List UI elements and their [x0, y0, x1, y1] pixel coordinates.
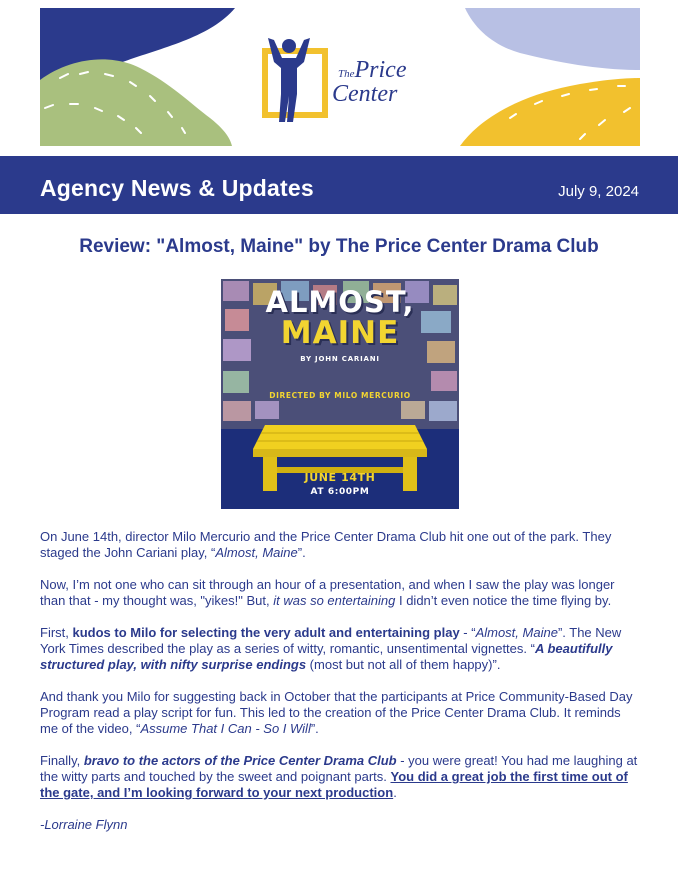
text-span: - you were great! You had me laughing at the witty parts and touched by the sweet and poignant parts. — [40, 753, 638, 784]
text-span: ”. The New York Times described the play as a series of witty, romantic, unsentimental vignettes. “ — [40, 625, 622, 656]
text-span: ”. — [297, 545, 306, 560]
bold-italic-phrase: bravo to the actors of the Price Center Drama Club — [83, 753, 397, 768]
closing-link[interactable]: You did a great job the first time out of the gate, and I’m looking forward to your next production — [40, 769, 628, 800]
bold-phrase: kudos to Milo for selecting the very adult and entertaining play — [72, 625, 460, 640]
poster-title-line1: ALMOST, — [265, 285, 415, 319]
text-span: ”. — [310, 721, 319, 736]
poster-byline: BY JOHN CARIANI — [300, 355, 380, 363]
poster-date: JUNE 14TH — [304, 471, 376, 484]
logo-center: Center — [332, 81, 398, 107]
newsletter-title: Agency News & Updates — [40, 175, 314, 201]
text-span: Now, I’m not one who can sit through an hour of a presentation, and when I saw the play was longer than that - my thought was, "yikes!" But, — [40, 577, 615, 608]
poster-title-line2: MAINE — [280, 315, 400, 351]
poster-director: DIRECTED BY MILO MERCURIO — [269, 391, 411, 400]
article-title: Review: "Almost, Maine" by The Price Center Drama Club — [79, 236, 599, 257]
text-span: (most but not all of them happy)”. — [306, 657, 501, 672]
play-title-italic: Almost, Maine — [475, 625, 558, 640]
play-title-italic: Almost, Maine — [215, 545, 298, 560]
article-body — [40, 529, 640, 849]
text-span: - “ — [459, 625, 476, 640]
text-span: I didn’t even notice the time flying by. — [395, 593, 612, 608]
header-banner — [40, 8, 640, 146]
newsletter-title-bar — [0, 156, 678, 214]
paragraph-5 — [40, 753, 640, 801]
video-title-italic: Assume That I Can - So I Will — [140, 721, 311, 736]
text-span: Finally, — [40, 753, 84, 768]
signature: -Lorraine Flynn — [40, 817, 128, 832]
paragraph-2 — [40, 577, 640, 609]
poster-time: AT 6:00PM — [310, 487, 370, 497]
play-poster-image — [221, 279, 459, 509]
text-span: And thank you Milo for suggesting back in October that the participants at Price Community-Based Day Program read a play script for fun. This led to the creation of the Price Center Drama Club. It reminds me of the video, “ — [40, 689, 633, 736]
paragraph-3 — [40, 625, 640, 673]
logo-price: Price — [354, 57, 407, 83]
price-center-logo — [262, 36, 442, 124]
italic-phrase: it was so entertaining — [273, 593, 396, 608]
logo-the: The — [338, 68, 355, 80]
text-span: First, — [40, 625, 73, 640]
logo-wordmark — [332, 57, 407, 107]
person-arms-up-icon — [262, 36, 316, 124]
paragraph-4 — [40, 689, 640, 737]
text-span: On June 14th, director Milo Mercurio and the Price Center Drama Club hit one out of the park. They staged the John Cariani play, “ — [40, 529, 612, 560]
issue-date: July 9, 2024 — [558, 183, 639, 200]
bold-italic-quote: A beautifully structured play, with nifty surprise endings — [40, 641, 613, 672]
text-span: . — [393, 785, 397, 800]
paragraph-1 — [40, 529, 640, 561]
